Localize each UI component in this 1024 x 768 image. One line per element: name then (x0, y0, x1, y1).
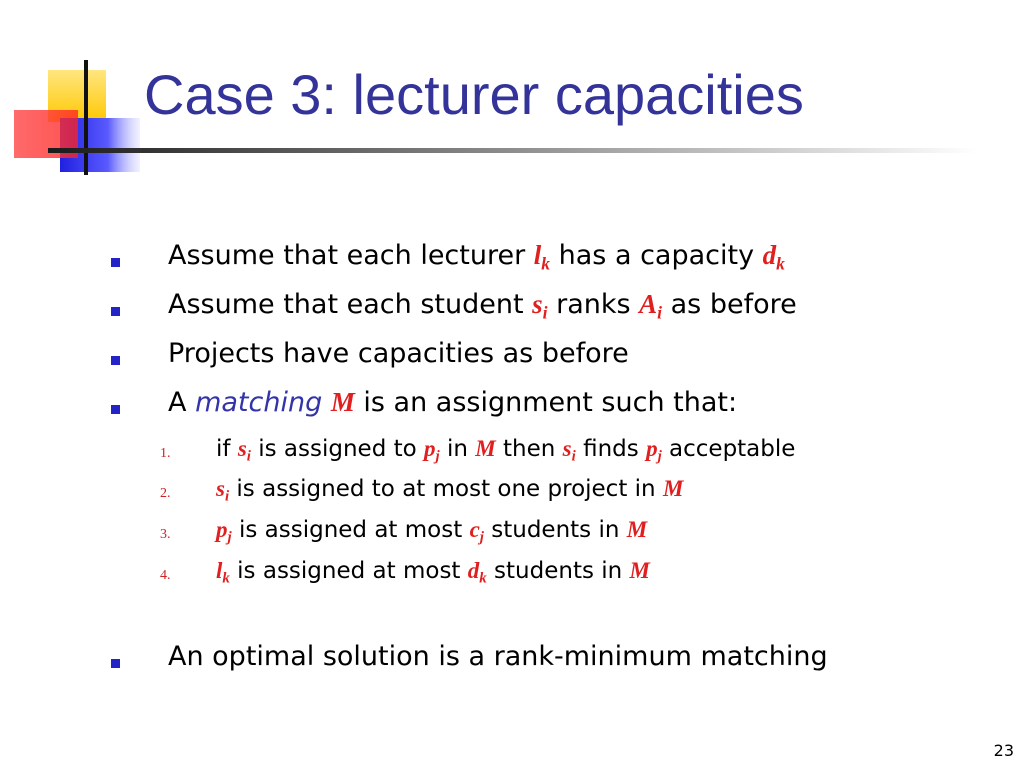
list-number: 4. (160, 568, 171, 583)
slide-title: Case 3: lecturer capacities (144, 63, 804, 126)
list-number: 3. (160, 527, 171, 542)
bullet-item (168, 289, 797, 323)
bullet-item (168, 338, 629, 369)
bullet-marker (111, 307, 120, 316)
math-variable: $A_i$ (639, 289, 663, 323)
bullet-marker (111, 356, 120, 365)
bullet-item (168, 387, 737, 418)
list-number: 2. (160, 486, 171, 501)
bullet-text: Assume that each lecturer (168, 240, 534, 271)
condition-item: if $s_i$ is assigned to $p_j$ in M then $s_i$ finds $p_j$ acceptable (216, 436, 796, 465)
math-variable: $l_k$ (533, 240, 551, 274)
condition-item: $p_j$ is assigned at most $c_j$ students in M (216, 517, 648, 546)
bullet-text: ranks (547, 289, 640, 320)
bullet-marker (111, 405, 120, 414)
bullet-text: has a capacity (550, 240, 763, 271)
math-variable: $d_k$ (762, 240, 785, 274)
bullet-text: Assume that each student (168, 289, 533, 320)
matching-term: matching (195, 387, 323, 418)
condition-item: $s_i$ is assigned to at most one project in M (216, 476, 684, 505)
list-number: 1. (160, 446, 171, 461)
condition-item: $l_k$ is assigned at most $d_k$ students in M (216, 558, 650, 587)
bullet-text: An optimal solution is a rank-minimum matching (168, 641, 828, 672)
bullet-text: A (168, 387, 196, 418)
bullet-marker (111, 659, 120, 668)
math-variable: M (330, 387, 355, 417)
bullet-text: is an assignment such that: (354, 387, 738, 418)
bullet-marker (111, 258, 120, 267)
page-number: 23 (993, 741, 1014, 760)
bullet-item (168, 240, 785, 274)
math-variable: $s_i$ (532, 289, 548, 323)
bullet-text: as before (662, 289, 797, 320)
bullet-text: Projects have capacities as before (168, 338, 629, 369)
bullet-item (168, 641, 828, 672)
